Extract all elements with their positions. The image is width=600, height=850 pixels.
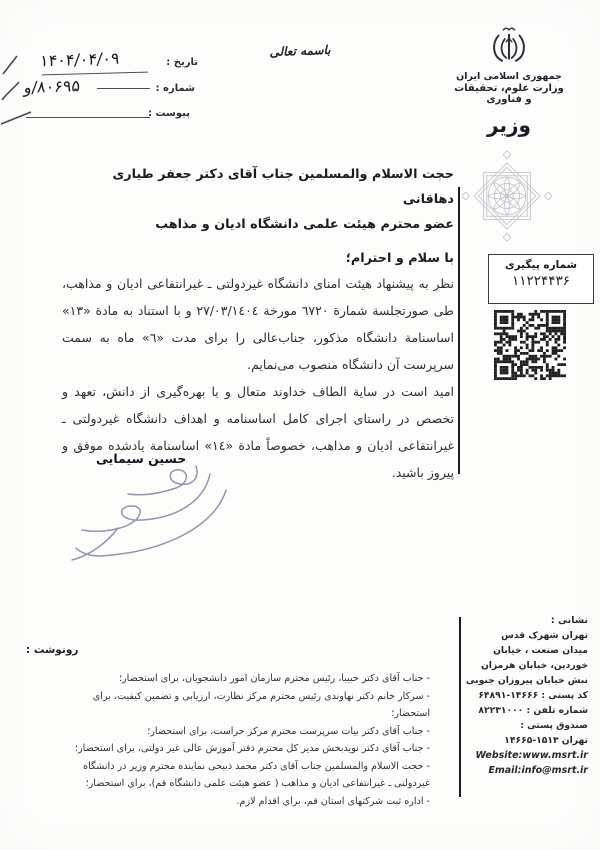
tracking-number-box xyxy=(488,254,594,304)
address-line: تهران شهرک قدس xyxy=(501,630,588,641)
date-value: ۱۴۰۴/۰۴/۰۹ xyxy=(39,48,121,71)
address-line: میدان صنعت ، خیابان xyxy=(493,645,588,656)
cc-label: رونوشت : xyxy=(26,644,79,656)
attachment-label: پیوست : xyxy=(147,108,190,119)
salutation: با سلام و احترام؛ xyxy=(345,251,454,266)
address-label: نشانی : xyxy=(550,615,588,626)
ministry-title: وزارت علوم، تحقیقات و فناوری xyxy=(454,83,564,105)
paragraph-wishes: امید است در سایة الطاف خداوند متعال و با بهره‌گیری از دانش، تعهد و تخصص در راستای اجرای کامل اساسنامه و اهداف دانشگاه غیردولتی ـ غیرانتفاعی ادیان و مذاهب، خصوصاً مادة «١٤» اساسنامة یادشده موفق و پیروز باشید. xyxy=(62,384,455,480)
address-line: شماره تلفن : ۸۲۲۳۱۰۰۰ xyxy=(478,705,588,716)
address-line: کد پستی : ۱۴۶۶۶-۶۴۸۹۱ xyxy=(478,690,588,701)
website: Website:www.msrt.ir xyxy=(475,750,588,761)
cc-item: - جناب آقای دکتر بیات سرپرست محترم مرکز حراست، برای استحضار؛ xyxy=(147,725,430,737)
date-underline xyxy=(42,72,148,76)
cc-item: - جناب آقای دکتر نویدبخش مدیر کل محترم دفتر آموزش عالی غیر دولتی، برای استحضار؛ xyxy=(74,743,430,754)
cc-item: - جناب آقای دکتر حبیبا، رئیس محترم سازمان امور دانشجویان، برای استحضار؛ xyxy=(118,673,430,684)
number-value: ۸۰۶۹۵/و xyxy=(23,75,81,98)
cc-list xyxy=(70,670,430,810)
cc-item: - حجت الاسلام والمسلمین جناب آقای دکتر محمد ذبیحی نماینده محترم وزیر در دانشگاه غیردولتی ـ غیرانتفاعی ادیان و مذاهب ( عضو هیئت علمی دانشگاه قم)، برای استحضار؛ xyxy=(83,760,430,789)
recipient-line1: حجت الاسلام والمسلمین جناب آقای دکتر جعفر طیاری دهاقانی xyxy=(112,167,454,207)
margin-rule-top xyxy=(458,187,460,474)
republic-title: جمهوری اسلامی ایران xyxy=(456,71,562,82)
letter-body xyxy=(62,162,454,486)
ornament-star xyxy=(462,150,552,242)
address-line: نبش خیابان پیروزان جنوبی xyxy=(465,675,588,686)
iran-emblem-icon xyxy=(488,24,530,68)
recipient-line2: عضو محترم هیئت علمی دانشگاه ادیان و مذاهب xyxy=(155,217,454,232)
minister-title: وزیر xyxy=(487,113,531,137)
letter-meta xyxy=(18,50,198,130)
bismillah: باسمه تعالی xyxy=(269,42,331,60)
date-label: تاریخ : xyxy=(166,57,198,68)
cc-item: - سرکار خانم دکتر نهاوندی رئیس محترم مرکز نظارت، ارزیابی و تضمین کیفیت، برای استحضار؛ xyxy=(92,690,430,719)
letterhead-block xyxy=(454,24,564,137)
number-line xyxy=(97,88,150,89)
address-line: خوردین، خیابان هرمزان xyxy=(480,660,588,671)
address-line: صندوق پستی : xyxy=(520,720,588,731)
contact-block xyxy=(460,615,588,778)
tracking-number: ۱۱۲۲۴۴۳۶ xyxy=(511,273,570,289)
cc-item: - اداره ثبت شرکتهای استان قم، برای اقدام لازم. xyxy=(236,795,430,807)
address-lines xyxy=(460,628,588,748)
address-line: تهران ۱۵۱۳-۱۴۶۶۵ xyxy=(504,735,588,746)
paragraph-appointment: نظر به پیشنهاد هیئت امنای دانشگاه غیردولتی ـ غیرانتفاعی ادیان و مذاهب، طی صورتجلسة شمارة ٦٧٢٠ مورخة ٢٧/٠٣/١٤٠٤ و با استناد به مادة «١٣» اساسنامة دانشگاه مذکور، جناب‌عالی را برای مدت «٦» ماه به سمت سرپرست آن دانشگاه منصوب می‌نمایم. xyxy=(62,276,454,372)
signer-name: حسین سیمایی xyxy=(96,451,187,466)
handwritten-signature xyxy=(56,460,271,578)
attachment-line xyxy=(26,117,150,118)
email: Email:info@msrt.ir xyxy=(488,765,588,776)
number-label: شماره : xyxy=(155,83,195,94)
tracking-label: شماره پیگیری xyxy=(505,259,577,271)
qr-code xyxy=(494,310,566,380)
